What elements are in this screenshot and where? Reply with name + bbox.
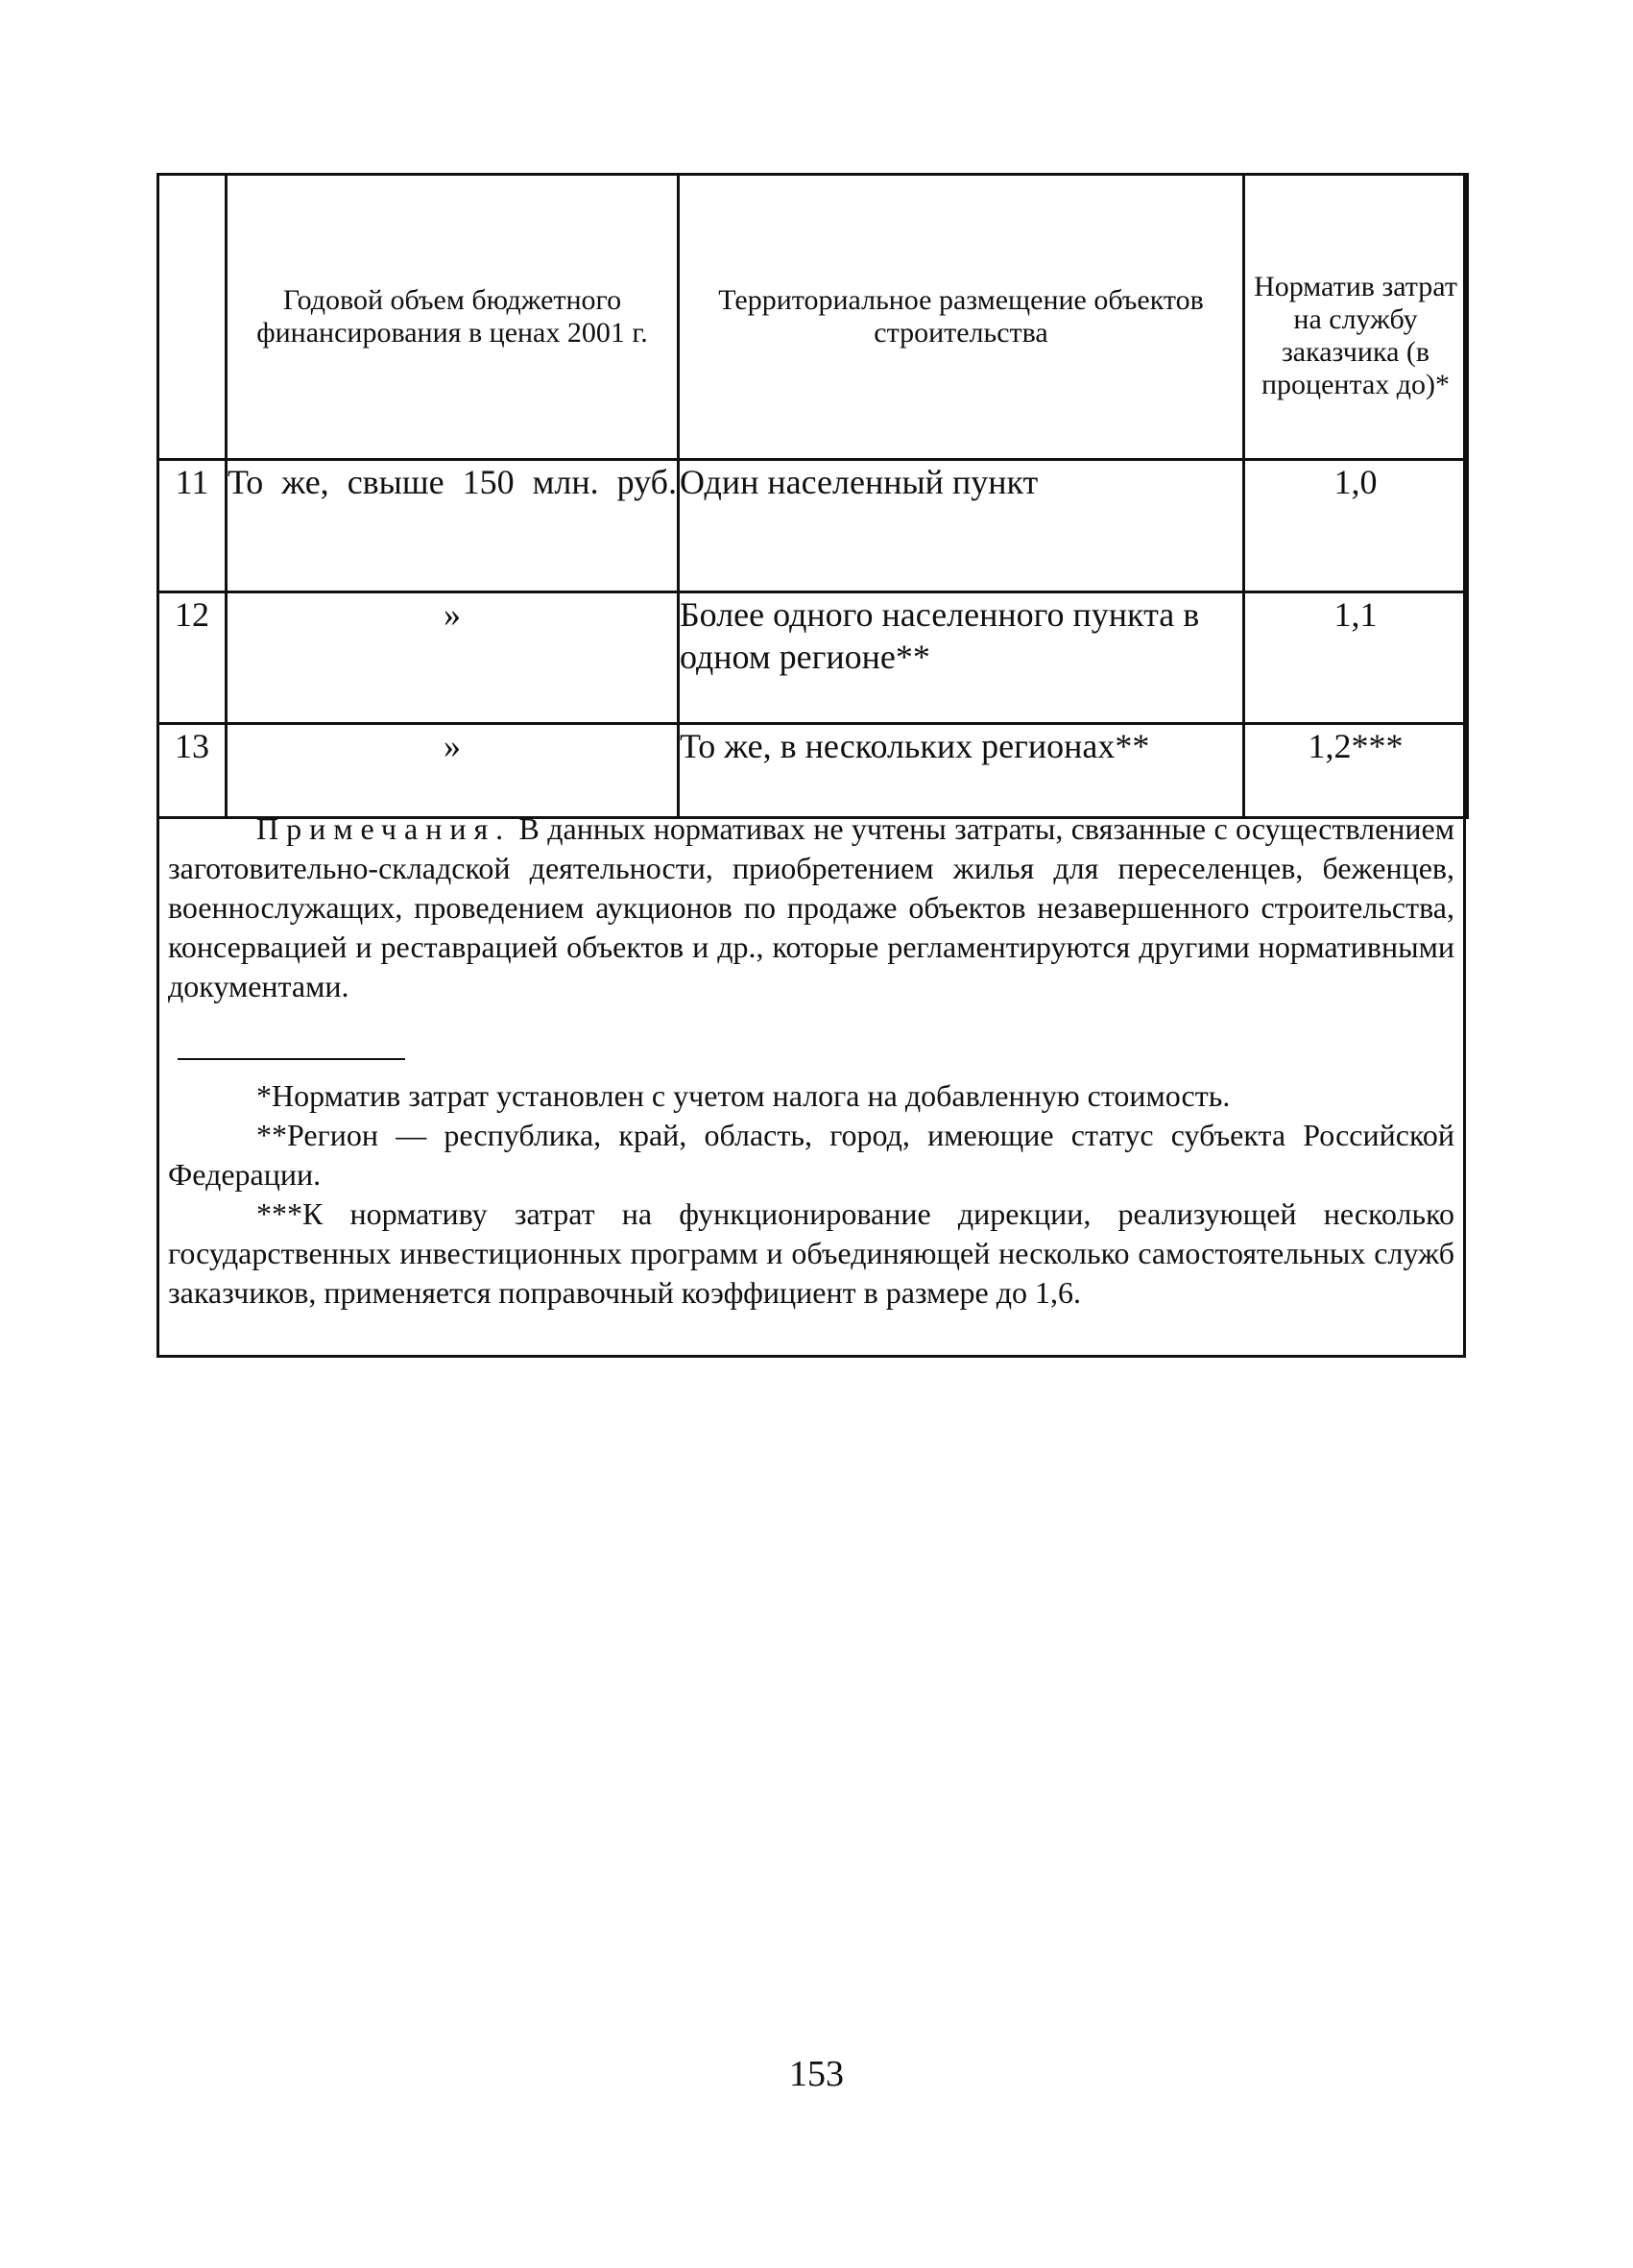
header-cost-norm: Норматив затрат на службу заказчика (в процентах до)* xyxy=(1244,175,1468,460)
header-territorial-placement: Территориальное размещение объектов строительства xyxy=(679,175,1244,460)
footnote-coefficient: ***К нормативу затрат на функционирование дирекции, реализующей несколько государственных инвестиционных программ и объединяющей несколько самостоятельных служб заказчиков, применяется поправочный коэффициент в размере до 1,6. xyxy=(168,1196,1454,1310)
row-number: 13 xyxy=(158,724,227,818)
table-row xyxy=(158,460,1468,592)
row-number: 12 xyxy=(158,592,227,724)
page-number: 153 xyxy=(789,2054,844,2094)
notes-paragraph xyxy=(168,809,1454,1006)
row-placement: Более одного населенного пункта в одном регионе** xyxy=(679,592,1244,724)
header-annual-volume: Годовой объем бюджетного финансирования в ценах 2001 г. xyxy=(227,175,679,460)
row-norm-value: 1,2*** xyxy=(1244,724,1468,818)
footnotes-section xyxy=(168,1076,1454,1313)
table-header-row xyxy=(158,175,1468,460)
row-volume: » xyxy=(227,592,679,724)
footnote-divider xyxy=(178,1058,405,1060)
notes-text: В данных нормативах не учтены затраты, связанные с осуществлением заготовительно-складской деятельности, приобретением жилья для переселенцев, беженцев, военнослужащих, проведением аукционов по продаже объектов незавершенного строительства, консервацией и реставрацией объектов и др., которые регламентируются другими нормативными документами. xyxy=(168,811,1455,1003)
table-row xyxy=(158,724,1468,818)
row-volume: » xyxy=(227,724,679,818)
norm-table xyxy=(156,173,1469,819)
row-norm-value: 1,0 xyxy=(1244,460,1468,592)
row-number: 11 xyxy=(158,460,227,592)
footnote-region: **Регион — республика, край, область, город, имеющие статус субъекта Российской Федерации. xyxy=(168,1118,1454,1192)
notes-label: Примечания. xyxy=(256,811,512,846)
row-volume: То же, свыше 150 млн. руб. xyxy=(227,460,679,592)
header-number xyxy=(158,175,227,460)
table-row xyxy=(158,592,1468,724)
row-norm-value: 1,1 xyxy=(1244,592,1468,724)
row-placement: Один населенный пункт xyxy=(679,460,1244,592)
notes-section xyxy=(168,809,1454,1006)
row-placement: То же, в нескольких регионах** xyxy=(679,724,1244,818)
footnote-vat: *Норматив затрат установлен с учетом налога на добавленную стоимость. xyxy=(256,1078,1231,1113)
